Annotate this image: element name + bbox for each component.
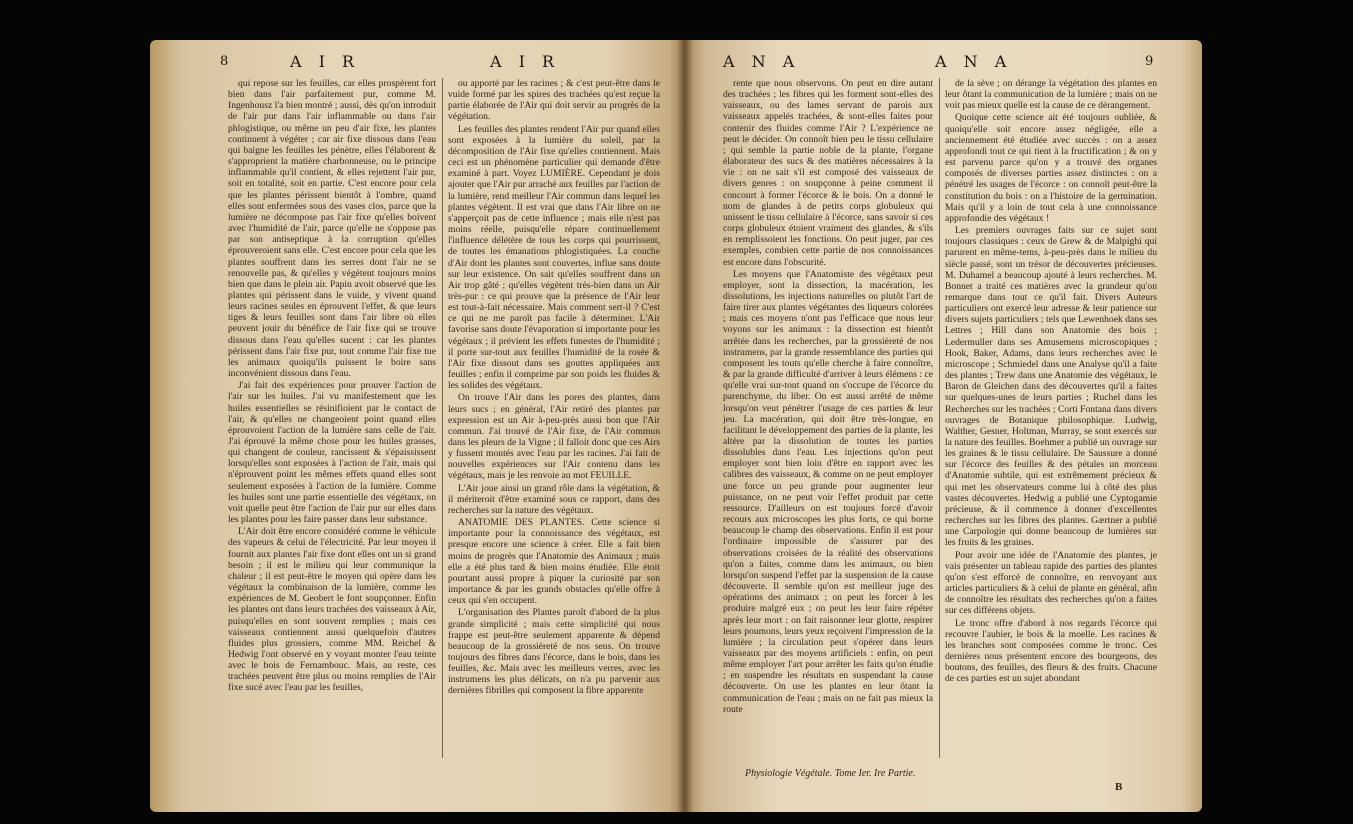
paragraph: ANATOMIE DES PLANTES. Cette science si importante pour la connoissance des végétaux, est presque encore une science à créer. Elle a fait bien moins de progrès que l'Anatomie des Animaux ; mais elle a été plus tard & bien moins étudiée. Elle étoit pourtant aussi propre à piquer la curiosité par son importance & par les grands obstacles qu'elle offre à ceux qui s'en occupent. xyxy=(448,517,660,607)
paragraph: Quoique cette science ait été toujours oubliée, & quoiqu'elle soit encore assez négligée, elle a anciennement été étudiée avec succès : on a assez approfondi tout ce qui tient à la fructification ; & on y est parvenu parce qu'on y a trouvé des organes composés de diverses parties assez distinctes : on a pénétré les usages de l'écorce : on connoît peut-être la constitution du bois : on a l'histoire de la germination. Mais qu'il y a loin de tout cela à une connoissance approfondie des végétaux ! xyxy=(945,112,1157,224)
paragraph: L'organisation des Plantes paroît d'abord de la plus grande simplicité ; mais cette simplicité qui nous frappe est peut-être seulement apparente & dépend beaucoup de la grossièreté de nos sens. On trouve toujours des fibres dans l'écorce, dans le bois, dans les feuilles, &c. Mais avec les meilleurs verres, avec les instrumens les plus délicats, on n'a pu parvenir aux dernières fibrilles qui composent la fibre apparente xyxy=(448,607,660,697)
left-page-column-2 xyxy=(448,78,660,778)
running-head-right-1: A N A xyxy=(723,52,801,71)
page-number-right: 9 xyxy=(1145,54,1154,69)
running-head-right-2: A N A xyxy=(935,52,1013,71)
left-page-column-1 xyxy=(228,78,436,778)
paragraph: On trouve l'Air dans les pores des plantes, dans leurs sucs ; en général, l'Air retiré des plantes par expression est un Air à-peu-près aussi bon que l'Air commun. J'ai trouvé de l'Air fixe, de l'Air commun dans les pleurs de la Vigne ; il falloit donc que ces Airs y fussent montés avec l'eau par les racines. J'ai fait de nouvelles expériences sur l'Air contenu dans les végétaux, mais je les renvoie au mot FEUILLE. xyxy=(448,392,660,482)
paragraph: Les moyens que l'Anatomiste des végétaux peut employer, sont la dissection, la macération, les dissolutions, les injections naturelles ou plutôt l'art de faire tirer aux plantes végétantes des liqueurs colorées ; mais ces moyens n'ont pas l'efficace que nous leur voyons sur les animaux : la dissection est bientôt arrêtée dans les recherches, par la grossièreté de nos instrumens, par la grande ressemblance des parties qui composent les touts qu'elle cherche à faire connoître, & par la grande difficulté d'arriver à leurs élémens : ce qu'elle vrai sur-tout quand on s'occupe de l'écorce du parenchyme, du liber. On est aussi arrêté de même lorsqu'on veut pénétrer l'usage de ces parties & leur jeu. La macération, qui doit être très-longue, en facilitant le développement des parties de la plante, les altère par la dissolution de toutes les parties dissolubles dans l'eau. Les injections qu'on peut employer sont bien loin d'être en rapport avec les calibres des vaisseaux, & comme on ne peut employer une force un peu grande pour augmenter leur puissance, on ne peut voir l'effet produit par cette ressource. D'ailleurs on est toujours forcé d'avoir recours aux microscopes les plus forts, ce qui borne beaucoup le champ des observations. Enfin il est pour l'ordinaire impossible de s'assurer par des observations croisées de la réalité des observations qu'on a faites, comme dans les animaux, ou bien lorsqu'on suspend l'effet par la suspension de la cause découverte. Il semble qu'on est meilleur juge des opérations des animaux ; on peut les forcer à les produire malgré eux ; on peut les leur faire répéter après leur mort : on fait raisonner leur glotte, respirer leurs poumons, leurs yeux reçoivent l'impression de la lumière ; la circulation peut s'opérer dans leurs vaisseaux par des moyens artificiels : enfin, on peut même employer l'art pour arrêter les faits qu'on étudie ; en suspendre les résultats en suspendant la cause découverte. On use les plantes en leur ôtant la communication de l'eau ; mais on ne fait pas mieux la route xyxy=(723,268,933,715)
paragraph: rente que nous observons. On peut en dire autant des trachées ; les fibres qui les forment sont-elles des vaisseaux, ou des lames servant de parois aux vaisseaux appelés trachées, & sont-elles faites pour contenir des fluides comme l'Air ? L'expérience ne peut le décider. On connoît bien peu le tissu cellulaire ; qui semble la partie noble de la plante, l'organe élaborateur des sucs & des matières nécessaires à la vie : on ne sait s'il est composé des vaisseaux de divers genres : on soupçonne à peine comment il concourt à former l'écorce & le bois. On a donné le nom de glandes à de petits corps globuleux qui unissent le tissu cellulaire à l'écorce, sans savoir si ces corps globuleux étoient vraiment des glandes, & s'ils en remplissoient les fonctions. On peut juger, par ces exemples, combien cette partie de nos connoissances est encore dans l'obscurité. xyxy=(723,78,933,268)
paragraph: qui repose sur les feuilles, car elles prospèrent fort bien dans l'air parfaitement pur, comme M. Ingenhousz l'a bien montré ; aussi, dès qu'on introduit de l'air pur dans l'air inflammable ou dans l'air phlogistique, ou même un peu d'air fixe, les plantes continuent à végéter ; car air fixe dissous dans l'eau qui baigne les feuilles les pénètre, elles l'élaborent & s'approprient la matière charbonneuse, ou le principe inflammable qu'il contient, & elles rejettent l'air pur, soit en totalité, soit en partie. C'est encore pour cela que les plantes périssent bientôt à l'ombre, quand elles sont enfermées sous des vases clos, parce que la lumière ne décompose pas l'air fixe qu'elles boivent avec l'humidité de l'air, parce qu'elle ne s'oppose pas par son antiseptique à la corruption qu'elles éprouveroient sans elle. C'est encore pour cela que les plantes souffrent dans les serres dont l'air ne se renouvelle pas, & qu'elles y végètent toujours moins bien que dans le plein air. Papin avoit observé que les plantes qui périssent dans le vuide, y vivent quand leurs racines seules en éprouvent l'effet, & que leurs tiges & leurs feuilles sont dans l'air libre où elles peuvent jouir du bénéfice de l'air fixe qui se trouve dissous dans l'eau qu'elles sucent : car les plantes périssent dans l'air fixe pur, tout comme l'air fixe tue les animaux quoiqu'ils puissent le boire sans inconvénient dissous dans l'eau. xyxy=(228,78,436,380)
signature-mark: B xyxy=(1115,781,1123,793)
paragraph: ou apporté par les racines ; & c'est peut-être dans le vuide formé par les spires des trachées qu'est reçue la partie élaborée de l'Air qui doit servir au progrès de la végétation. xyxy=(448,78,660,123)
paragraph: Les feuilles des plantes rendent l'Air pur quand elles sont exposées à la lumière du soleil, par la décomposition de l'Air fixe qu'elles contiennent. Mais ceci est un phénomène particulier qui demande d'être examiné à part. Voyez LUMIÈRE. Cependant je dois ajouter que l'Air pur arraché aux feuilles par l'action de la lumière, rend meilleur l'Air commun dans lequel les plantes végètent. Il est vrai que dans l'Air libre on ne s'apperçoit pas de cette influence ; mais elle n'est pas moins réelle, puisqu'elle répare continuellement l'influence délétère de tous les corps qui pourrissent, de toutes les émanations phlogistiquées. La couche d'Air dont les plantes sont couvertes, influe sans doute sur leur existence. On sait qu'elles souffrent dans un Air trop gâté ; qu'elles végètent très-bien dans un Air très-pur : ce qui prouve que la présence de l'Air leur est tout-à-fait nécessaire. Mais comment sert-il ? C'est ce qui ne me paroît pas facile à déterminer. L'Air favorise sans doute l'évaporation si importante pour les végétaux ; il prévient les effets funestes de l'humidité ; il porte sur-tout aux feuilles l'humidité de la rosée & l'Air fixe dissout dans ses gouttes appliquées aux feuilles ; enfin il comprime par son poids les fluides & les solides des végétaux. xyxy=(448,123,660,392)
paragraph: J'ai fait des expériences pour prouver l'action de l'air sur les huiles. J'ai vu manifestement que les huiles essentielles se résinifioient par le contact de l'air, & qu'elles ne changeoient point quand elles éprouvoient l'action de la lumière sans celle de l'air. J'ai éprouvé la même chose pour les huiles grasses, qui changent de couleur, rancissent & s'épaississent lorsqu'elles sont exposées à l'action de l'air, mais qui n'éprouvent point les mêmes effets quand elles sont seulement exposées à l'action de la lumière. Comme les huiles sont une partie essentielle des végétaux, on voit quelle peut être l'action de l'air pur sur elles dans les plantes pour les faire passer dans leur substance. xyxy=(228,380,436,526)
paragraph: Les premiers ouvrages faits sur ce sujet sont toujours classiques : ceux de Grew & de Malpighi qui parurent en même-tems, à-peu-près dans le milieu du siècle passé, sont un trésor de découvertes précieuses. M. Duhamel a beaucoup ajouté à leurs recherches. M. Bonnet a traité ces matières avec la grandeur qu'on remarque dans tout ce qu'il fait. Divers Auteurs particuliers ont exercé leur adresse & leur patience sur divers sujets particuliers ; tels que Lewenhoek dans ses Lettres ; Hill dans son Anatomie des bois ; Ledermuller dans ses Amusemens microscopiques ; Hook, Baker, Adams, dans leurs recherches avec le microscope ; Schmiedel dans une Analyse qu'il a faite des plantes ; Trew dans une Anatomie des végétaux, le Baron de Gleichen dans des découvertes qu'il a faites sur quelques-unes de leurs parties ; Ruchel dans les Recherches sur les trachées ; Corti Fontana dans divers ouvrages de Botanique philosophique. Ludwig, Walther, Gesner, Holtman, Murray, se sont exercés sur la nature des feuilles. Boehmer a publié un ouvrage sur les graines & le tissu cellulaire. De Saussure a donné sur l'écorce des feuilles & des pétales un morceau d'Anatomie subtile, qui est extrêmement précieux & qui met les observateurs comme lui à côté des plus vastes découvertes. Hedwig a publié une Cyptogamie précieuse, & il commence à donner d'excellentes recherches sur les fibres des plantes. Gærtner a publié une Carpologie qui donne beaucoup de lumières sur les fruits & les graines. xyxy=(945,225,1157,549)
column-rule xyxy=(442,78,443,758)
page-number-left: 8 xyxy=(220,54,229,69)
paragraph: Le tronc offre d'abord à nos regards l'écorce qui recouvre l'aubier, le bois & la moelle. Les racines & les branches sont composées comme le tronc. Ces dernières nous présentent encore des bourgeons, des boutons, des feuilles, des fleurs & des fruits. Chacune de ces parties est un sujet abondant xyxy=(945,617,1157,685)
book-spread xyxy=(150,40,1202,812)
book-gutter xyxy=(677,40,693,812)
running-head-left-1: A I R xyxy=(290,52,361,71)
paragraph: de la sève ; on dérange la végétation des plantes en leur ôtant la communication de la lumière ; mais on ne voit pas mieux quelle est la cause de ce dérangement. xyxy=(945,78,1157,112)
right-page xyxy=(685,40,1202,812)
column-rule xyxy=(939,78,940,758)
running-head-left-2: A I R xyxy=(490,52,561,71)
paragraph: L'Air joue ainsi un grand rôle dans la végétation, & il mériteroit d'être examiné sous ce rapport, dans des recherches sur la nature des végétaux. xyxy=(448,482,660,516)
right-page-column-1 xyxy=(723,78,933,778)
page-footer: Physiologie Végétale. Tome Ier. Ire Partie. xyxy=(745,768,916,779)
left-page xyxy=(150,40,685,812)
paragraph: L'Air doit être encore considéré comme le véhicule des vapeurs & celui de l'électricité. Par leur moyen il fournit aux plantes l'air fixe dont elles ont un si grand besoin ; il est le milieu qui leur communique la chaleur ; il est peut-être le moyen qui opère dans les végétaux la combinaison de la lumière, comme les expériences de M. Geobert le font soupçonner. Enfin les plantes ont dans leurs trachées des vaisseaux à Air, puisqu'elles en sont souvent remplies ; mais ces vaisseaux contiennent aussi quelquefois d'autres fluides plus grossiers, comme MM. Reichel & Hedwig l'ont observé en y voyant monter l'eau teinte avec le bois de Fernambouc. Mais, au reste, ces trachées peuvent être plus ou moins remplies de l'Air fixe sucé avec l'eau par les feuilles, xyxy=(228,526,436,694)
right-page-column-2 xyxy=(945,78,1157,778)
paragraph: Pour avoir une idée de l'Anatomie des plantes, je vais présenter un tableau rapide des parties des plantes qu'on s'est efforcé de connoître, en renvoyant aux articles particuliers & à celui de plante en général, afin de connoître les résultats des recherches qu'on a faites sur ces différens objets. xyxy=(945,549,1157,617)
